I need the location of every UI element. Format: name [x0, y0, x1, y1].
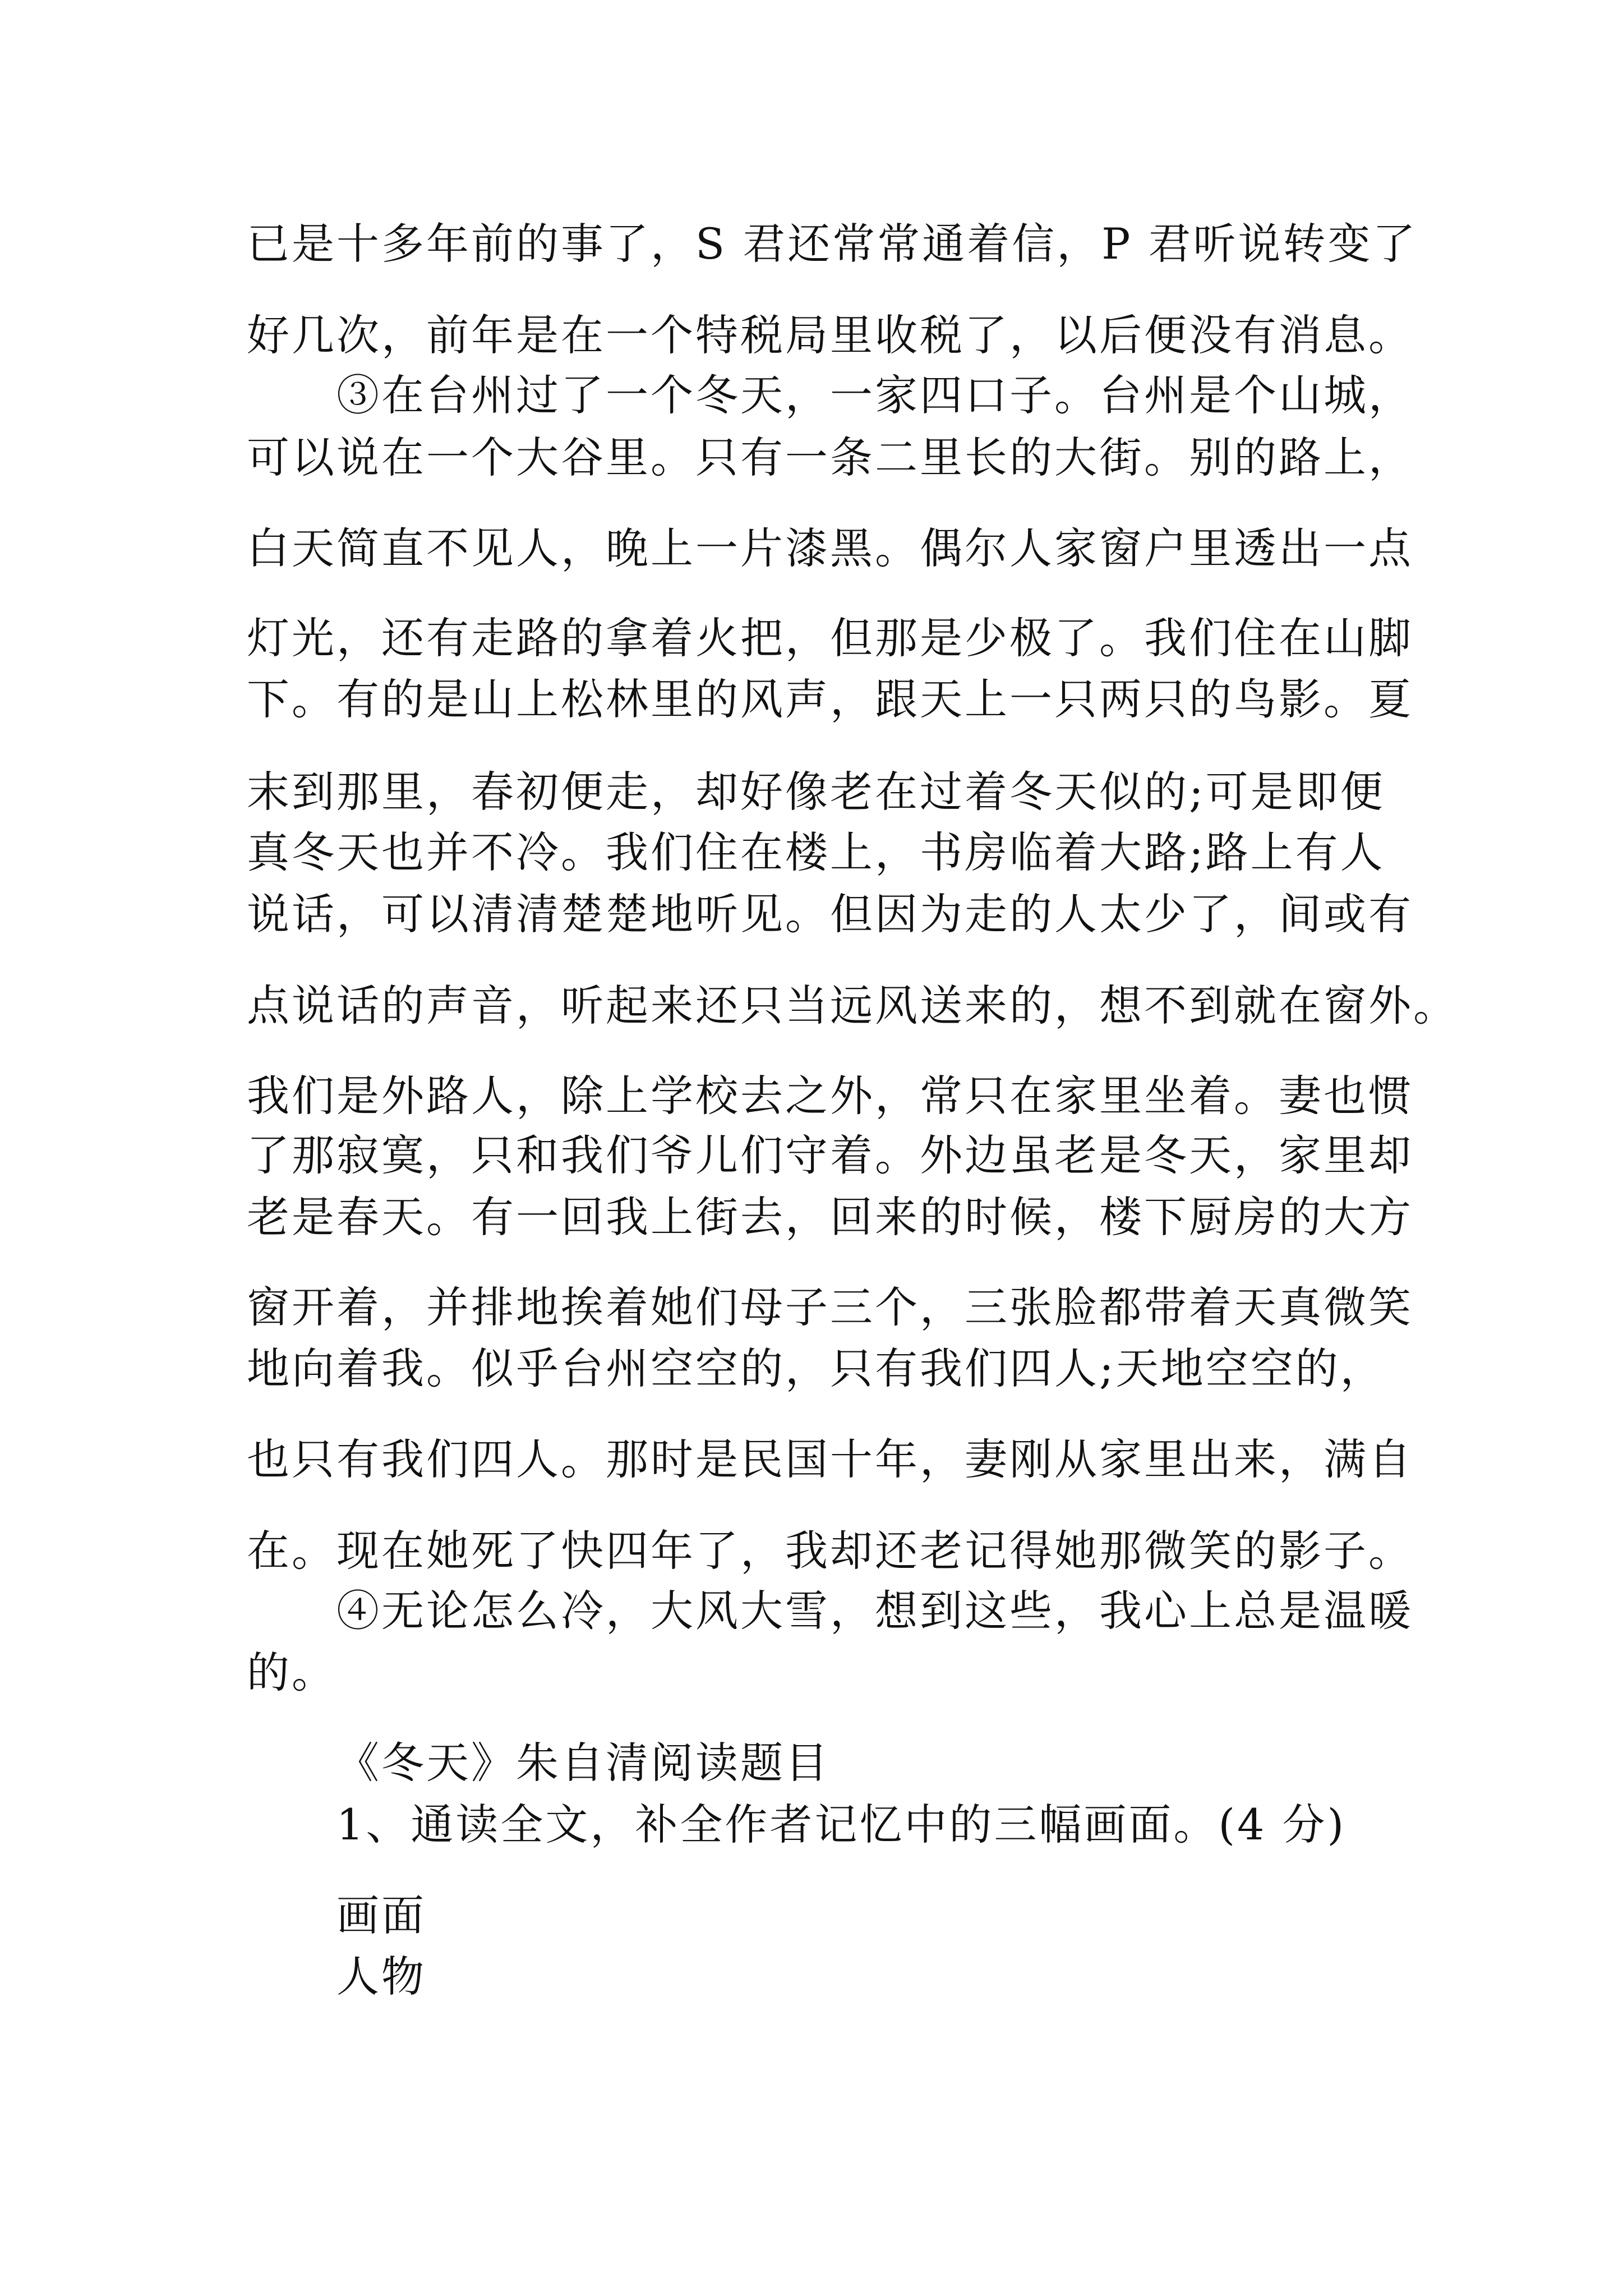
text-line: 在。现在她死了快四年了，我却还老记得她那微笑的影子。	[247, 1526, 1413, 1576]
text-line: 也只有我们四人。那时是民国十年，妻刚从家里出来，满自	[247, 1434, 1413, 1484]
table-label-people: 人物	[336, 1952, 426, 2001]
text-line: 可以说在一个大谷里。只有一条二里长的大街。别的路上，	[247, 432, 1413, 482]
text-line: 我们是外路人，除上学校去之外，常只在家里坐着。妻也惯	[247, 1071, 1413, 1121]
paragraph-3-start: ③在台州过了一个冬天，一家四口子。台州是个山城，	[336, 370, 1413, 420]
text-line: 白天简直不见人，晚上一片漆黑。偶尔人家窗户里透出一点	[247, 523, 1413, 573]
text-line: 说话，可以清清楚楚地听见。但因为走的人太少了，间或有	[247, 889, 1413, 939]
text-line: 了那寂寞，只和我们爷儿们守着。外边虽老是冬天，家里却	[247, 1130, 1413, 1180]
text-line: 灯光，还有走路的拿着火把，但那是少极了。我们住在山脚	[247, 613, 1413, 663]
text-line: 好几次，前年是在一个特税局里收税了，以后便没有消息。	[247, 310, 1413, 360]
text-line: 点说话的声音，听起来还只当远风送来的，想不到就在窗外。	[247, 981, 1458, 1030]
question-1: 1、通读全文，补全作者记忆中的三幅画面。(4 分)	[336, 1800, 1347, 1849]
text-line: 老是春天。有一回我上街去，回来的时候，楼下厨房的大方	[247, 1192, 1413, 1242]
text-line: 的。	[247, 1648, 336, 1697]
text-line: 已是十多年前的事了，S 君还常常通着信，P 君听说转变了	[247, 219, 1418, 269]
text-line: 末到那里，春初便走，却好像老在过着冬天似的;可是即便	[247, 767, 1385, 817]
text-line: 下。有的是山上松林里的风声，跟天上一只两只的鸟影。夏	[247, 674, 1413, 724]
text-line: 地向着我。似乎台州空空的，只有我们四人;天地空空的，	[247, 1343, 1385, 1393]
text-line: 真冬天也并不冷。我们住在楼上，书房临着大路;路上有人	[247, 827, 1385, 877]
text-line: 窗开着，并排地挨着她们母子三个，三张脸都带着天真微笑	[247, 1282, 1413, 1332]
table-label-scene: 画面	[336, 1890, 426, 1940]
paragraph-4-start: ④无论怎么冷，大风大雪，想到这些，我心上总是温暖	[336, 1586, 1413, 1636]
section-heading: 《冬天》朱自清阅读题目	[336, 1738, 830, 1788]
